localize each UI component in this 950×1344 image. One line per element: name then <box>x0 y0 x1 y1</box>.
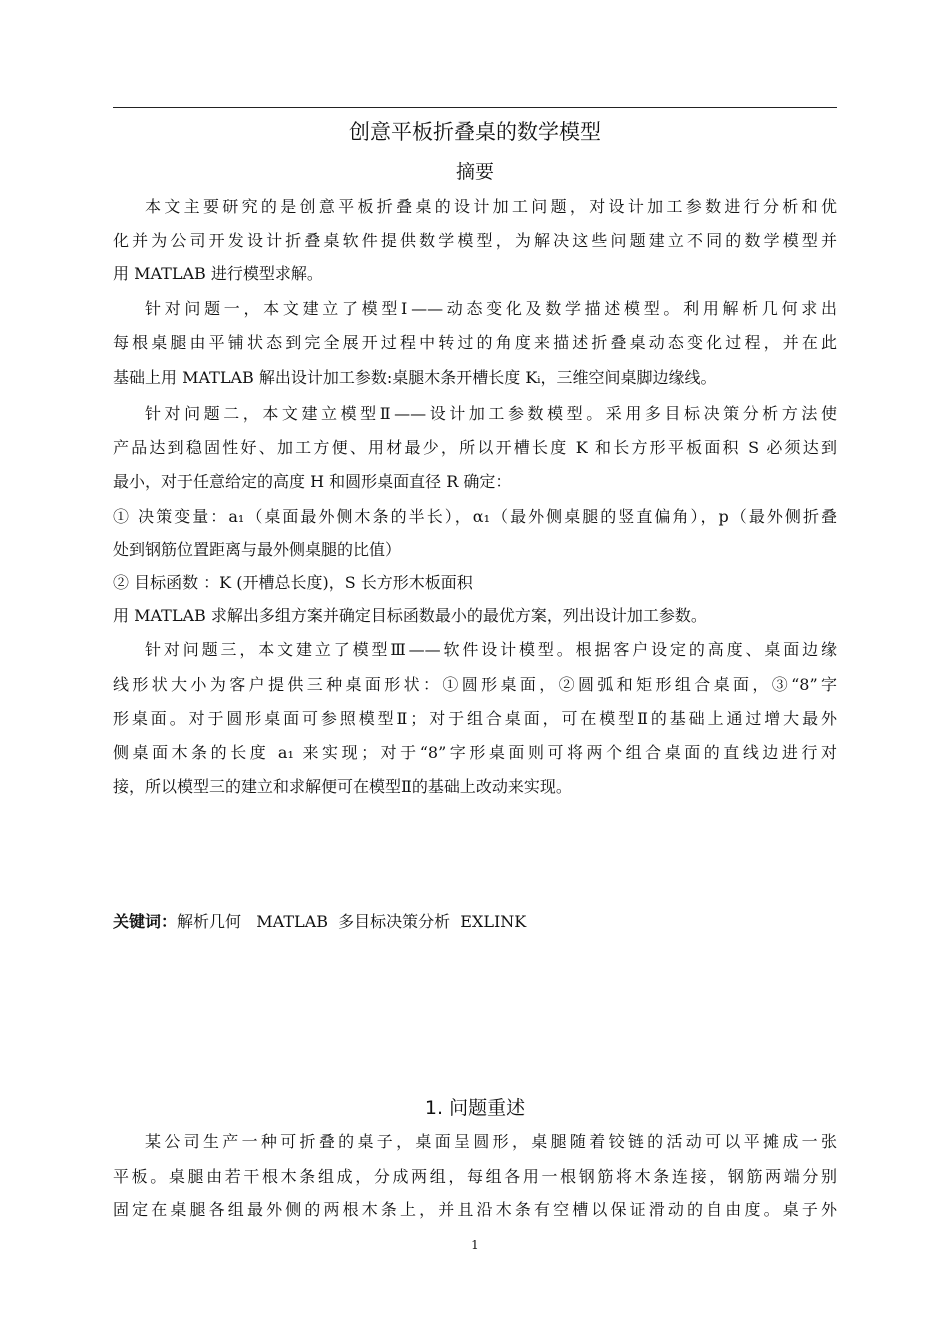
section-1-line: 某公司生产一种可折叠的桌子，桌面呈圆形，桌腿随着铰链的活动可以平摊成一张 <box>145 1132 837 1151</box>
abstract-line: 用 MATLAB 进行模型求解。 <box>113 264 323 283</box>
section-1-heading: 1. 问题重述 <box>424 1097 526 1119</box>
abstract-line: 最小，对于任意给定的高度 H 和圆形桌面直径 R 确定： <box>113 472 512 491</box>
abstract-line: 每根桌腿由平铺状态到完全展开过程中转过的角度来描述折叠桌动态变化过程，并在此 <box>113 333 837 352</box>
page-number: 1 <box>471 1238 479 1252</box>
header-rule <box>113 107 837 108</box>
abstract-line: 线形状大小为客户提供三种桌面形状：①圆形桌面，②圆弧和矩形组合桌面，③“8”字 <box>113 675 837 694</box>
abstract-heading: 摘要 <box>455 161 494 183</box>
abstract-line: 处到钢筋位置距离与最外侧桌腿的比值） <box>113 540 402 559</box>
abstract-line: 接，所以模型三的建立和求解便可在模型Ⅱ的基础上改动来实现。 <box>113 777 572 796</box>
keywords-text: 解析几何 MATLAB 多目标决策分析 EXLINK <box>177 912 527 931</box>
abstract-line: 基础上用 MATLAB 解出设计加工参数:桌腿木条开槽长度 Kᵢ，三维空间桌脚边缘线。 <box>113 368 717 387</box>
abstract-line: 本文主要研究的是创意平板折叠桌的设计加工问题，对设计加工参数进行分析和优 <box>145 197 837 216</box>
section-1-line: 固定在桌腿各组最外侧的两根木条上，并且沿木条有空槽以保证滑动的自由度。桌子外 <box>113 1200 837 1219</box>
keywords-label: 关键词： <box>113 912 178 931</box>
abstract-line: ① 决策变量：a₁（桌面最外侧木条的半长），α₁（最外侧桌腿的竖直偏角），p（最外侧折叠 <box>113 507 837 526</box>
section-1-line: 平板。桌腿由若干根木条组成，分成两组，每组各用一根钢筋将木条连接，钢筋两端分别 <box>113 1167 837 1186</box>
abstract-line: 侧桌面木条的长度 a₁ 来实现；对于“8”字形桌面则可将两个组合桌面的直线边进行对 <box>113 743 837 762</box>
abstract-line: 形桌面。对于圆形桌面可参照模型Ⅱ；对于组合桌面，可在模型Ⅱ的基础上通过增大最外 <box>113 709 837 728</box>
abstract-line: 针对问题一，本文建立了模型Ⅰ——动态变化及数学描述模型。利用解析几何求出 <box>145 299 837 318</box>
abstract-line: 用 MATLAB 求解出多组方案并确定目标函数最小的最优方案，列出设计加工参数。 <box>113 606 707 625</box>
paper-title: 创意平板折叠桌的数学模型 <box>349 120 601 144</box>
keywords-line <box>113 910 837 934</box>
abstract-line: 产品达到稳固性好、加工方便、用材最少，所以开槽长度 K 和长方形平板面积 S 必须达到 <box>113 438 837 457</box>
abstract-line: 针对问题三，本文建立了模型Ⅲ——软件设计模型。根据客户设定的高度、桌面边缘 <box>145 640 837 659</box>
abstract-line: 针对问题二，本文建立模型Ⅱ——设计加工参数模型。采用多目标决策分析方法使 <box>145 404 837 423</box>
abstract-line: ② 目标函数 ：K (开槽总长度)，S 长方形木板面积 <box>113 573 473 592</box>
abstract-line: 化并为公司开发设计折叠桌软件提供数学模型，为解决这些问题建立不同的数学模型并 <box>113 231 837 250</box>
